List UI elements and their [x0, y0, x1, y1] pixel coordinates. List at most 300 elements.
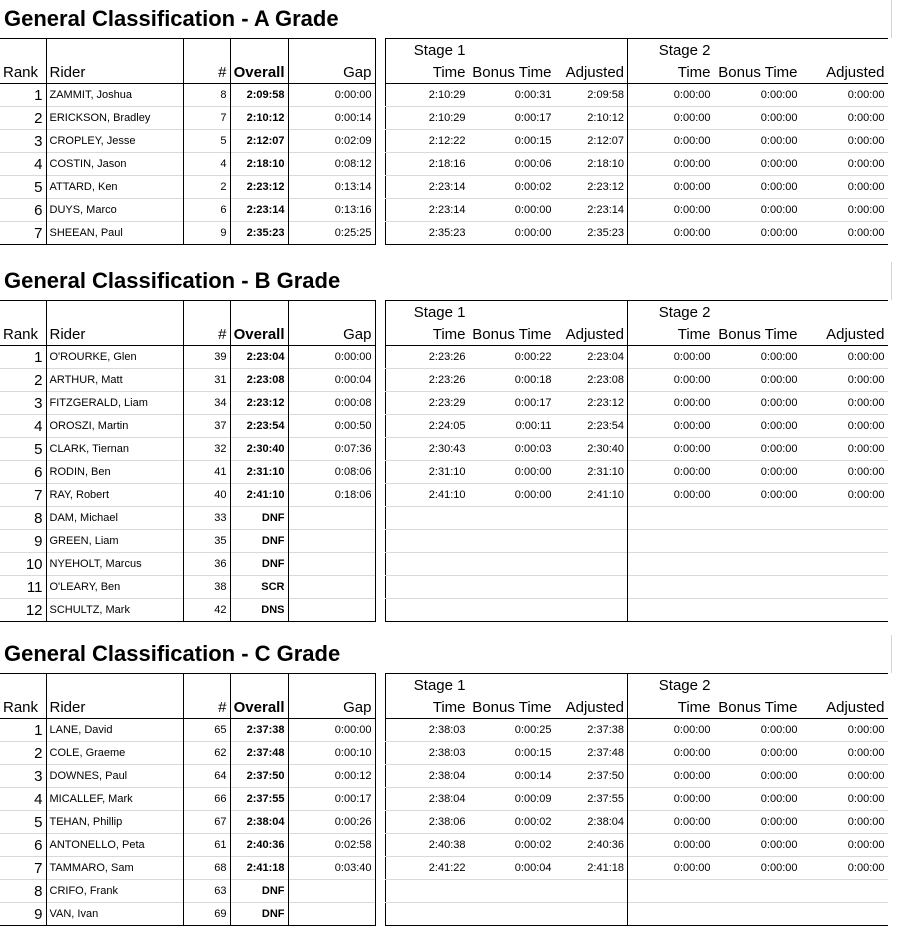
overall-cell: 2:41:18: [230, 857, 288, 880]
rider-cell: CRIFO, Frank: [46, 880, 183, 903]
stage2-time-cell: 0:00:00: [628, 107, 714, 130]
number-cell: 34: [183, 392, 230, 415]
rank-cell: 4: [0, 415, 46, 438]
overall-cell: SCR: [230, 576, 288, 599]
overall-cell: 2:40:36: [230, 834, 288, 857]
stage2-adjusted-cell: 0:00:00: [801, 811, 888, 834]
rank-header: Rank: [0, 696, 46, 719]
table-row: [0, 507, 375, 530]
stage1-adjusted-cell: 2:37:55: [555, 788, 628, 811]
stage1-bonus-cell: [469, 880, 555, 903]
stage1-time-header: Time: [386, 696, 469, 719]
grid-line: [891, 635, 892, 673]
stage1-bonus-cell: [469, 576, 555, 599]
stage2-bonus-cell: [714, 507, 801, 530]
number-cell: 69: [183, 903, 230, 926]
rank-cell: 6: [0, 834, 46, 857]
stage1-bonus-cell: 0:00:06: [469, 153, 555, 176]
stage1-bonus-cell: [469, 530, 555, 553]
table-row: [0, 599, 375, 622]
stage1-bonus-cell: 0:00:02: [469, 176, 555, 199]
header-blank-cell: [230, 301, 288, 324]
number-cell: 38: [183, 576, 230, 599]
stage2-time-cell: [628, 507, 714, 530]
stage2-bonus-header: Bonus Time: [714, 323, 801, 346]
stage1-adjusted-cell: 2:12:07: [555, 130, 628, 153]
rank-cell: 1: [0, 719, 46, 742]
stage2-bonus-cell: 0:00:00: [714, 107, 801, 130]
table-row: [0, 903, 375, 926]
stage2-adjusted-cell: [801, 553, 888, 576]
stage1-bonus-cell: [469, 507, 555, 530]
stage1-bonus-cell: 0:00:00: [469, 461, 555, 484]
stage1-bonus-cell: 0:00:02: [469, 811, 555, 834]
rider-cell: COSTIN, Jason: [46, 153, 183, 176]
stage2-adjusted-header: Adjusted: [801, 61, 888, 84]
stage1-header: Stage 1: [386, 39, 469, 62]
gap-cell: 0:00:04: [288, 369, 375, 392]
table-row: [386, 107, 888, 130]
gap-cell: 0:00:12: [288, 765, 375, 788]
number-cell: 8: [183, 84, 230, 107]
gap-cell: 0:13:16: [288, 199, 375, 222]
stage1-time-cell: [386, 576, 469, 599]
section-title: General Classification - B Grade: [4, 268, 341, 293]
stage2-bonus-cell: 0:00:00: [714, 438, 801, 461]
rank-header: Rank: [0, 323, 46, 346]
stage2-adjusted-cell: 0:00:00: [801, 765, 888, 788]
table-row: [0, 222, 375, 245]
standings-table: [0, 673, 376, 926]
stage1-adjusted-cell: 2:23:54: [555, 415, 628, 438]
stage1-adjusted-cell: 2:41:18: [555, 857, 628, 880]
stage1-bonus-cell: 0:00:00: [469, 199, 555, 222]
grid-line: [891, 262, 892, 300]
stage2-time-header: Time: [628, 61, 714, 84]
rank-cell: 1: [0, 84, 46, 107]
gap-cell: 0:00:00: [288, 84, 375, 107]
number-cell: 32: [183, 438, 230, 461]
table-row: [0, 461, 375, 484]
stage1-time-cell: [386, 553, 469, 576]
stage2-time-cell: 0:00:00: [628, 857, 714, 880]
table-row: [386, 130, 888, 153]
stage2-time-cell: 0:00:00: [628, 415, 714, 438]
stage1-time-header: Time: [386, 323, 469, 346]
number-cell: 62: [183, 742, 230, 765]
gap-cell: 0:08:06: [288, 461, 375, 484]
stage2-time-cell: 0:00:00: [628, 719, 714, 742]
stage2-adjusted-cell: 0:00:00: [801, 199, 888, 222]
gap-cell: 0:00:00: [288, 346, 375, 369]
rank-cell: 5: [0, 176, 46, 199]
header-blank-cell: [288, 39, 375, 62]
table-row: [386, 346, 888, 369]
rider-cell: ANTONELLO, Peta: [46, 834, 183, 857]
gap-cell: 0:00:17: [288, 788, 375, 811]
stage1-bonus-cell: 0:00:03: [469, 438, 555, 461]
stage1-time-cell: 2:18:16: [386, 153, 469, 176]
table-row: [0, 742, 375, 765]
table-row: [0, 415, 375, 438]
table-row: [0, 130, 375, 153]
stage2-adjusted-cell: 0:00:00: [801, 857, 888, 880]
number-cell: 40: [183, 484, 230, 507]
stage2-adjusted-cell: 0:00:00: [801, 834, 888, 857]
gap-cell: [288, 880, 375, 903]
stage2-adjusted-cell: [801, 880, 888, 903]
stage1-bonus-cell: 0:00:17: [469, 392, 555, 415]
stage2-bonus-cell: 0:00:00: [714, 199, 801, 222]
stage2-adjusted-cell: 0:00:00: [801, 742, 888, 765]
rank-cell: 8: [0, 507, 46, 530]
rank-cell: 7: [0, 484, 46, 507]
gap-header: Gap: [288, 696, 375, 719]
stage2-time-cell: 0:00:00: [628, 176, 714, 199]
stage1-adjusted-cell: [555, 576, 628, 599]
number-cell: 65: [183, 719, 230, 742]
stage1-time-cell: 2:23:14: [386, 176, 469, 199]
stage1-adjusted-cell: 2:31:10: [555, 461, 628, 484]
table-row: [386, 84, 888, 107]
rank-cell: 12: [0, 599, 46, 622]
gap-cell: 0:07:36: [288, 438, 375, 461]
table-row: [386, 719, 888, 742]
rider-cell: COLE, Graeme: [46, 742, 183, 765]
table-row: [0, 834, 375, 857]
overall-header: Overall: [230, 61, 288, 84]
table-row: [0, 392, 375, 415]
rank-cell: 2: [0, 107, 46, 130]
overall-cell: DNS: [230, 599, 288, 622]
stage1-time-cell: 2:24:05: [386, 415, 469, 438]
stage1-time-cell: 2:40:38: [386, 834, 469, 857]
gap-cell: 0:13:14: [288, 176, 375, 199]
overall-cell: DNF: [230, 880, 288, 903]
stage2-bonus-cell: 0:00:00: [714, 765, 801, 788]
rank-cell: 5: [0, 811, 46, 834]
stage1-bonus-cell: 0:00:11: [469, 415, 555, 438]
table-row: [386, 576, 888, 599]
number-cell: 4: [183, 153, 230, 176]
stage1-time-cell: 2:23:14: [386, 199, 469, 222]
stage2-bonus-cell: 0:00:00: [714, 742, 801, 765]
number-cell: 68: [183, 857, 230, 880]
stage1-bonus-cell: 0:00:25: [469, 719, 555, 742]
stage1-adjusted-cell: 2:23:04: [555, 346, 628, 369]
stage1-bonus-cell: 0:00:02: [469, 834, 555, 857]
stage1-time-cell: 2:38:04: [386, 765, 469, 788]
rider-cell: FITZGERALD, Liam: [46, 392, 183, 415]
stage1-header: Stage 1: [386, 301, 469, 324]
overall-cell: 2:09:58: [230, 84, 288, 107]
stage1-adjusted-cell: 2:23:12: [555, 176, 628, 199]
gap-cell: [288, 599, 375, 622]
stage2-adjusted-cell: 0:00:00: [801, 346, 888, 369]
table-row: [0, 553, 375, 576]
gap-header: Gap: [288, 61, 375, 84]
stage2-time-cell: 0:00:00: [628, 153, 714, 176]
rider-cell: ZAMMIT, Joshua: [46, 84, 183, 107]
header-blank-cell: [230, 39, 288, 62]
header-blank-cell: [714, 301, 801, 324]
section-title: General Classification - C Grade: [4, 641, 341, 666]
table-row: [386, 507, 888, 530]
rank-cell: 3: [0, 392, 46, 415]
stage2-adjusted-cell: 0:00:00: [801, 392, 888, 415]
table-row: [0, 107, 375, 130]
overall-cell: 2:37:38: [230, 719, 288, 742]
stage1-time-cell: [386, 530, 469, 553]
rider-cell: SCHULTZ, Mark: [46, 599, 183, 622]
table-row: [0, 880, 375, 903]
stage2-time-cell: 0:00:00: [628, 199, 714, 222]
table-row: [386, 599, 888, 622]
overall-cell: 2:12:07: [230, 130, 288, 153]
stage1-adjusted-cell: [555, 599, 628, 622]
number-cell: 64: [183, 765, 230, 788]
stage1-time-header: Time: [386, 61, 469, 84]
stage1-bonus-cell: 0:00:00: [469, 222, 555, 245]
stage1-bonus-cell: 0:00:14: [469, 765, 555, 788]
stage2-bonus-header: Bonus Time: [714, 696, 801, 719]
stage2-bonus-cell: [714, 530, 801, 553]
table-row: [0, 199, 375, 222]
table-row: [386, 553, 888, 576]
stage1-bonus-cell: [469, 599, 555, 622]
stage1-time-cell: 2:23:26: [386, 346, 469, 369]
table-row: [386, 461, 888, 484]
stage1-time-cell: [386, 903, 469, 926]
stage2-bonus-cell: 0:00:00: [714, 461, 801, 484]
stage1-bonus-cell: 0:00:15: [469, 742, 555, 765]
overall-cell: 2:30:40: [230, 438, 288, 461]
stage2-header: Stage 2: [628, 301, 714, 324]
stage2-time-cell: 0:00:00: [628, 130, 714, 153]
gap-cell: 0:25:25: [288, 222, 375, 245]
stage1-time-cell: 2:38:06: [386, 811, 469, 834]
stage2-time-header: Time: [628, 696, 714, 719]
gap-cell: [288, 576, 375, 599]
stage1-time-cell: 2:10:29: [386, 84, 469, 107]
header-blank-cell: [230, 674, 288, 697]
stage2-adjusted-cell: 0:00:00: [801, 84, 888, 107]
stage1-adjusted-cell: [555, 880, 628, 903]
stage2-bonus-cell: 0:00:00: [714, 346, 801, 369]
rider-cell: TEHAN, Phillip: [46, 811, 183, 834]
stage1-adjusted-cell: 2:23:08: [555, 369, 628, 392]
header-blank-cell: [714, 39, 801, 62]
stage1-adjusted-cell: [555, 903, 628, 926]
stage1-time-cell: 2:38:03: [386, 742, 469, 765]
header-blank-cell: [555, 301, 628, 324]
stage2-adjusted-cell: [801, 530, 888, 553]
header-blank-cell: [183, 674, 230, 697]
table-row: [0, 576, 375, 599]
stage1-adjusted-header: Adjusted: [555, 61, 628, 84]
rank-cell: 6: [0, 461, 46, 484]
stage1-time-cell: 2:41:10: [386, 484, 469, 507]
rank-cell: 10: [0, 553, 46, 576]
rider-cell: OROSZI, Martin: [46, 415, 183, 438]
stage1-bonus-cell: 0:00:17: [469, 107, 555, 130]
gap-cell: [288, 530, 375, 553]
number-cell: 61: [183, 834, 230, 857]
stage2-adjusted-cell: [801, 903, 888, 926]
stage-times-table: [385, 673, 888, 926]
stage2-time-cell: [628, 576, 714, 599]
table-row: [386, 438, 888, 461]
overall-cell: 2:31:10: [230, 461, 288, 484]
stage-times-table: [385, 38, 888, 245]
stage2-adjusted-cell: 0:00:00: [801, 484, 888, 507]
stage2-time-cell: 0:00:00: [628, 811, 714, 834]
stage1-adjusted-cell: 2:37:48: [555, 742, 628, 765]
number-header: #: [183, 696, 230, 719]
rider-header: Rider: [46, 61, 183, 84]
rank-cell: 1: [0, 346, 46, 369]
stage1-time-cell: 2:35:23: [386, 222, 469, 245]
gap-cell: 0:00:08: [288, 392, 375, 415]
stage1-adjusted-cell: 2:38:04: [555, 811, 628, 834]
header-blank-cell: [0, 674, 46, 697]
stage2-time-cell: [628, 599, 714, 622]
header-blank-cell: [0, 39, 46, 62]
stage2-bonus-cell: 0:00:00: [714, 176, 801, 199]
stage2-time-cell: 0:00:00: [628, 484, 714, 507]
gap-header: Gap: [288, 323, 375, 346]
stage2-bonus-header: Bonus Time: [714, 61, 801, 84]
rider-cell: RAY, Robert: [46, 484, 183, 507]
table-row: [386, 392, 888, 415]
rider-cell: ERICKSON, Bradley: [46, 107, 183, 130]
stage1-time-cell: 2:38:04: [386, 788, 469, 811]
header-blank-cell: [183, 301, 230, 324]
overall-cell: 2:23:54: [230, 415, 288, 438]
number-cell: 39: [183, 346, 230, 369]
table-row: [386, 834, 888, 857]
header-blank-cell: [714, 674, 801, 697]
table-row: [386, 415, 888, 438]
stage2-bonus-cell: 0:00:00: [714, 811, 801, 834]
overall-cell: 2:41:10: [230, 484, 288, 507]
stage1-adjusted-cell: 2:37:38: [555, 719, 628, 742]
rider-cell: O'ROURKE, Glen: [46, 346, 183, 369]
stage2-time-cell: 0:00:00: [628, 461, 714, 484]
stage1-adjusted-cell: 2:37:50: [555, 765, 628, 788]
stage1-bonus-cell: 0:00:18: [469, 369, 555, 392]
rank-cell: 7: [0, 857, 46, 880]
stage2-bonus-cell: 0:00:00: [714, 222, 801, 245]
stage2-adjusted-cell: 0:00:00: [801, 788, 888, 811]
table-row: [0, 788, 375, 811]
overall-cell: 2:23:12: [230, 176, 288, 199]
number-cell: 2: [183, 176, 230, 199]
table-row: [386, 484, 888, 507]
stage2-adjusted-cell: 0:00:00: [801, 130, 888, 153]
stage2-bonus-cell: 0:00:00: [714, 834, 801, 857]
rider-cell: LANE, David: [46, 719, 183, 742]
section-title: General Classification - A Grade: [4, 6, 339, 31]
grid-line: [891, 0, 892, 38]
table-row: [0, 484, 375, 507]
rider-header: Rider: [46, 323, 183, 346]
overall-cell: 2:23:12: [230, 392, 288, 415]
rank-cell: 8: [0, 880, 46, 903]
stage1-bonus-header: Bonus Time: [469, 323, 555, 346]
stage1-adjusted-header: Adjusted: [555, 696, 628, 719]
rank-cell: 5: [0, 438, 46, 461]
rider-cell: VAN, Ivan: [46, 903, 183, 926]
rider-cell: SHEEAN, Paul: [46, 222, 183, 245]
stage2-adjusted-cell: 0:00:00: [801, 369, 888, 392]
stage1-adjusted-cell: [555, 507, 628, 530]
gap-cell: 0:03:40: [288, 857, 375, 880]
header-blank-cell: [469, 301, 555, 324]
gap-cell: 0:00:26: [288, 811, 375, 834]
table-row: [386, 199, 888, 222]
stage2-adjusted-cell: 0:00:00: [801, 107, 888, 130]
stage2-time-cell: [628, 903, 714, 926]
table-row: [0, 346, 375, 369]
number-cell: 5: [183, 130, 230, 153]
stage1-header: Stage 1: [386, 674, 469, 697]
stage2-bonus-cell: 0:00:00: [714, 84, 801, 107]
table-row: [386, 811, 888, 834]
stage2-adjusted-cell: 0:00:00: [801, 719, 888, 742]
stage2-bonus-cell: 0:00:00: [714, 719, 801, 742]
stage2-time-cell: 0:00:00: [628, 765, 714, 788]
stage2-time-cell: 0:00:00: [628, 392, 714, 415]
number-cell: 31: [183, 369, 230, 392]
stage1-bonus-cell: 0:00:15: [469, 130, 555, 153]
number-cell: 41: [183, 461, 230, 484]
header-blank-cell: [288, 301, 375, 324]
stage1-time-cell: 2:38:03: [386, 719, 469, 742]
table-row: [386, 788, 888, 811]
stage2-header: Stage 2: [628, 39, 714, 62]
number-cell: 42: [183, 599, 230, 622]
stage2-time-cell: [628, 530, 714, 553]
header-blank-cell: [183, 39, 230, 62]
overall-cell: DNF: [230, 507, 288, 530]
header-blank-cell: [288, 674, 375, 697]
rider-cell: RODIN, Ben: [46, 461, 183, 484]
table-row: [0, 438, 375, 461]
stage2-time-cell: 0:00:00: [628, 369, 714, 392]
number-cell: 66: [183, 788, 230, 811]
header-blank-cell: [46, 674, 183, 697]
stage1-adjusted-cell: 2:41:10: [555, 484, 628, 507]
stage2-time-cell: 0:00:00: [628, 222, 714, 245]
overall-cell: DNF: [230, 530, 288, 553]
stage2-adjusted-cell: [801, 507, 888, 530]
overall-cell: DNF: [230, 553, 288, 576]
stage2-bonus-cell: 0:00:00: [714, 153, 801, 176]
stage1-time-cell: 2:23:26: [386, 369, 469, 392]
stage2-bonus-cell: 0:00:00: [714, 857, 801, 880]
rider-cell: NYEHOLT, Marcus: [46, 553, 183, 576]
gap-cell: [288, 507, 375, 530]
overall-cell: 2:38:04: [230, 811, 288, 834]
table-row: [386, 880, 888, 903]
table-row: [386, 857, 888, 880]
stage2-adjusted-cell: 0:00:00: [801, 438, 888, 461]
stage1-adjusted-cell: 2:35:23: [555, 222, 628, 245]
overall-cell: DNF: [230, 903, 288, 926]
standings-table: [0, 38, 376, 245]
stage2-adjusted-header: Adjusted: [801, 696, 888, 719]
